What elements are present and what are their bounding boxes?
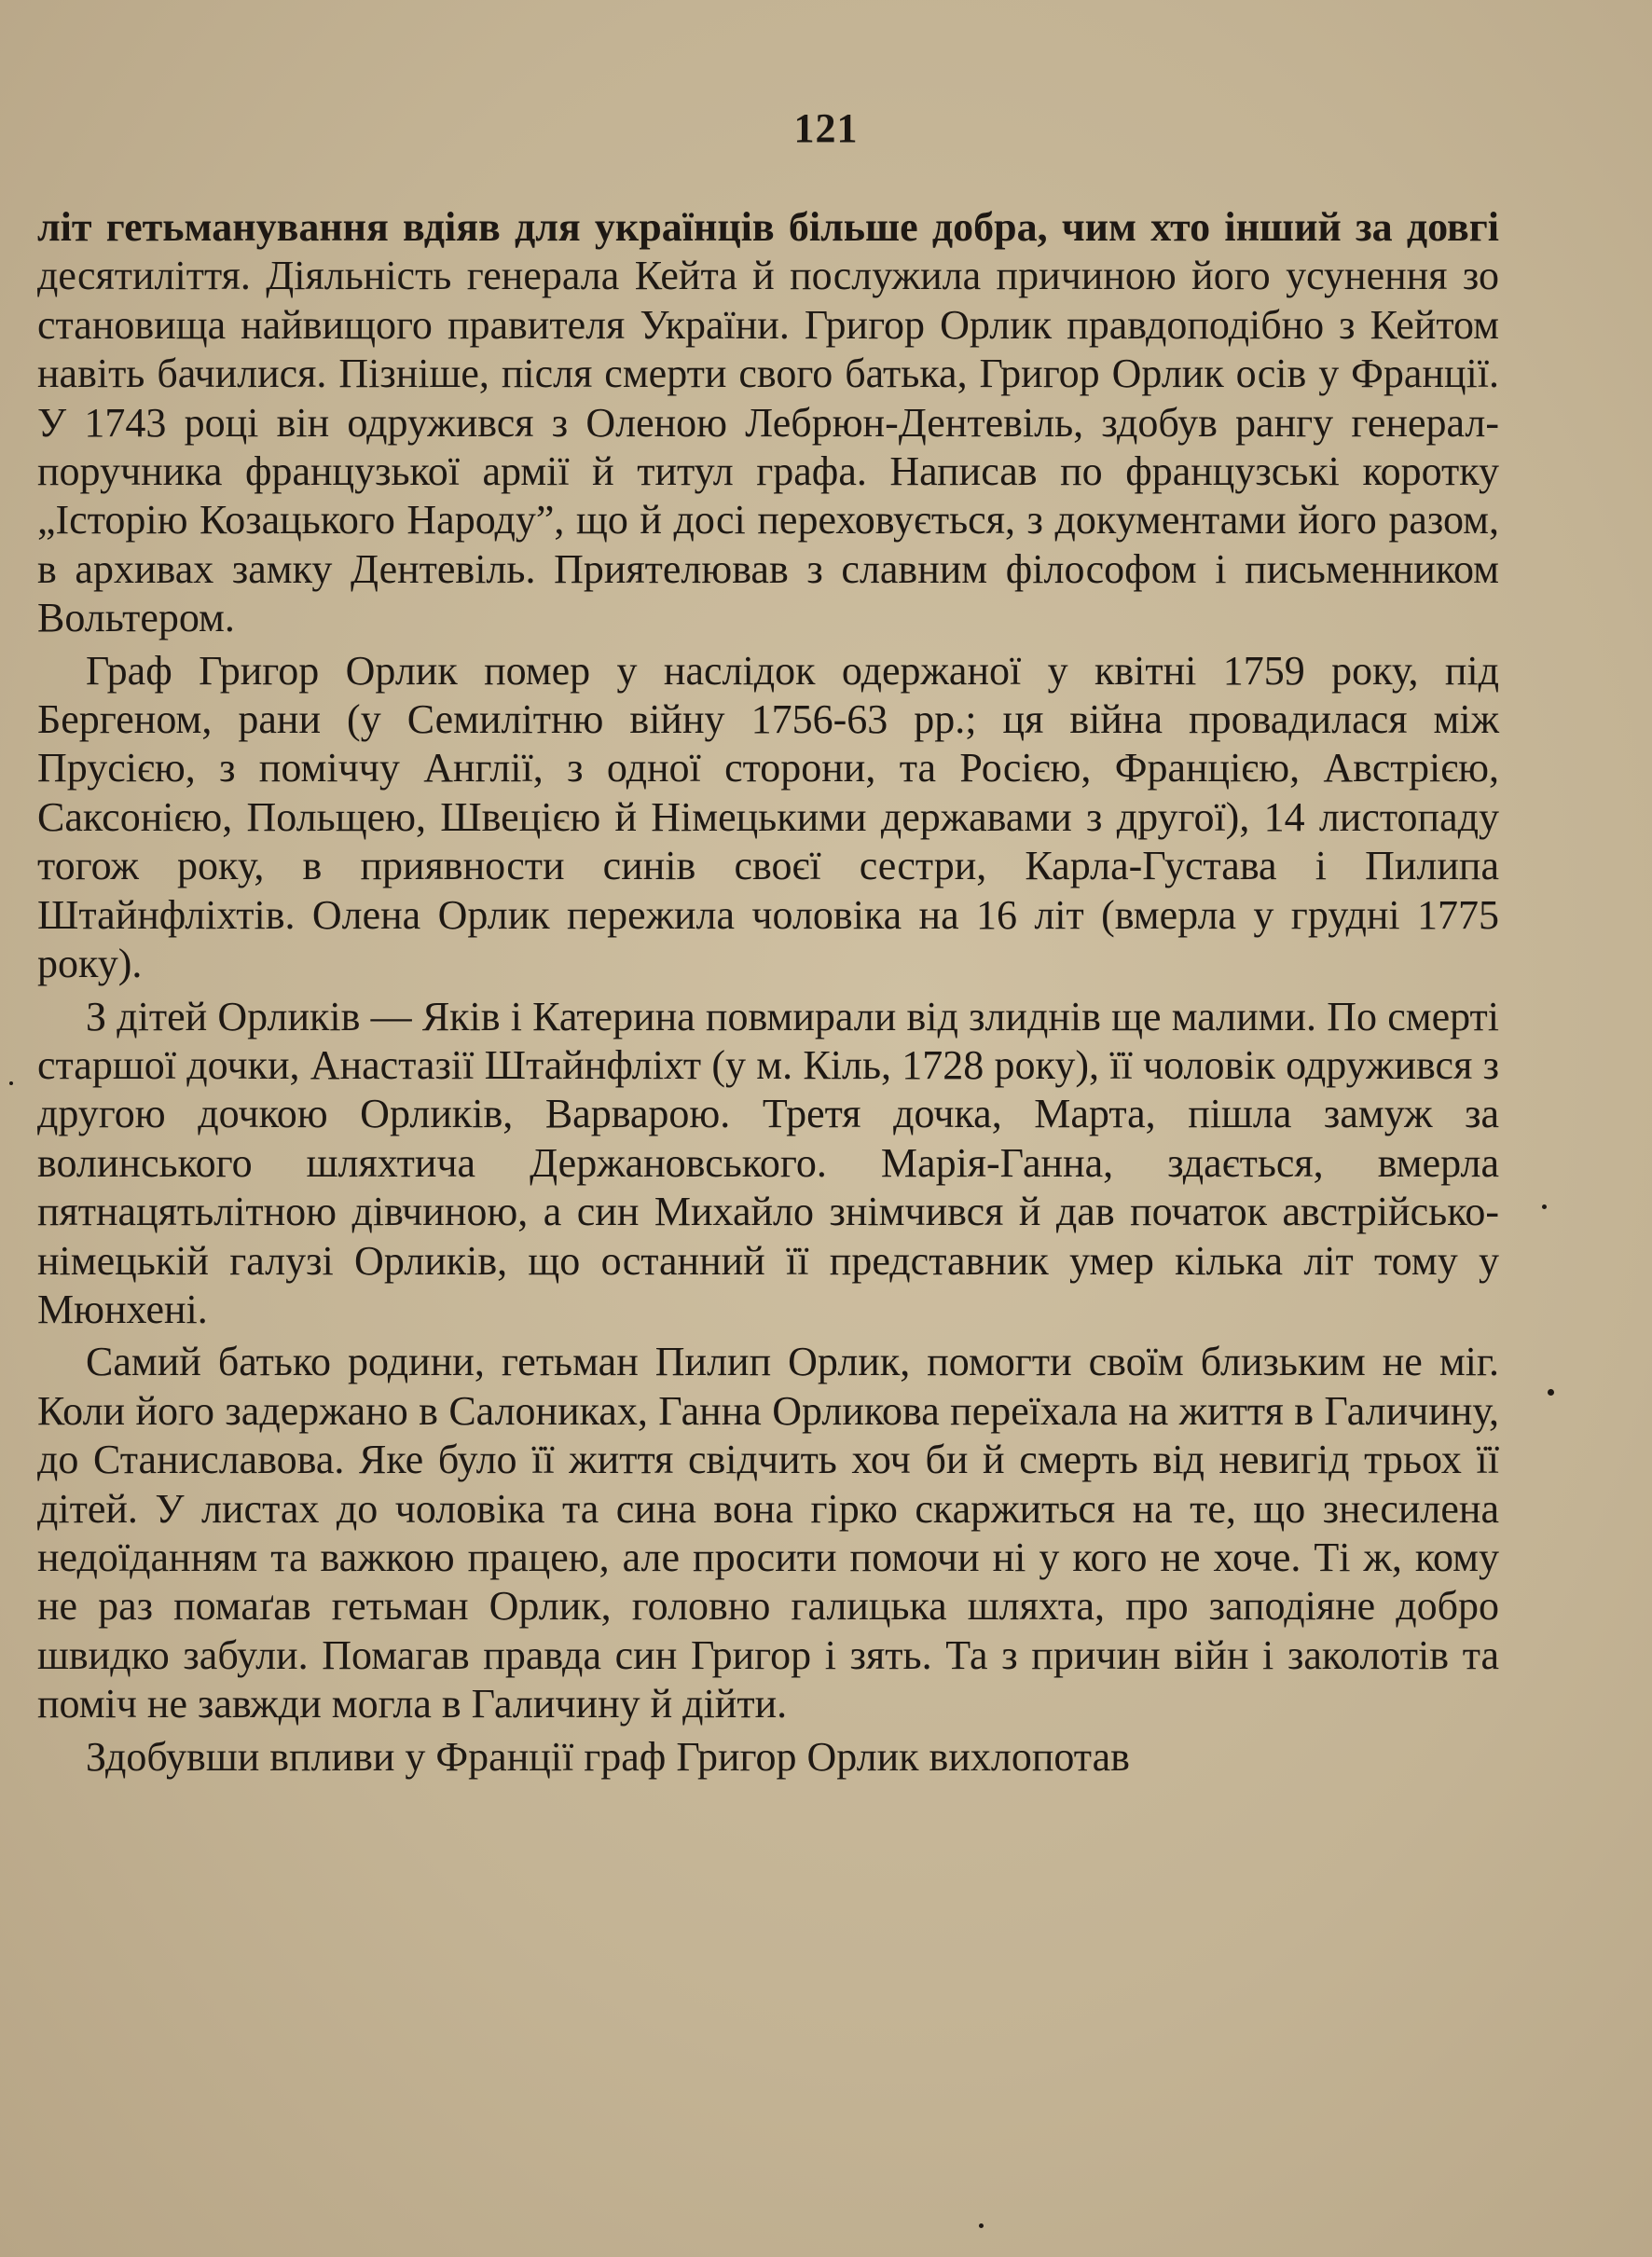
paragraph-2: Граф Григор Орлик помер у наслідок одержаної у квітні 1759 року, під Бергеном, рани (у Семилітню війну 1756-63 рр.; ця війна провадилася між Прусією, з поміччу Англії, з одної сторони, та Росією, Францією, Австрією, Саксонією, Польщею, Швецією й Німецькими державами з другої), 14 листопаду тогож року, в приявности синів своєї сестри, Карла-Густава і Пилипа Штайнфліхтів. Олена Орлик пережила чоловіка на 16 літ (вмерла у грудні 1775 року). — [37, 647, 1499, 987]
print-speck — [1542, 1204, 1547, 1209]
paragraph-5: Здобувши впливи у Франції граф Григор Орлик вихлопотав — [86, 1733, 1130, 1780]
body-text — [37, 203, 1499, 1782]
print-speck — [979, 2223, 984, 2228]
print-speck — [9, 1081, 13, 1085]
paragraph-4: Самий батько родини, гетьман Пилип Орлик, помогти своїм близьким не міг. Коли його задержано в Салониках, Ганна Орликова переїхала на життя в Галичину, до Станиславова. Яке було її життя свідчить хоч би й смерть від невигід трьох її дітей. У листах до чоловіка та сина вона гірко скаржиться на те, що знесилена недоїданням та важкою працею, але просити помочи ні у кого не хоче. Ті ж, кому не раз помаґав гетьман Орлик, головно галицька шляхта, про заподіяне добро швидко забули. Помагав правда син Григор і зять. Та з причин війн і заколотів та поміч не завжди могла в Галичину й дійти. — [37, 1339, 1499, 1727]
paragraph-3: З дітей Орликів — Яків і Катерина повмирали від злиднів ще малими. По смерті старшої дочки, Анастазії Штайнфліхт (у м. Кіль, 1728 року), її чоловік одружився з другою дочкою Орликів, Варварою. Третя дочка, Марта, пішла замуж за волинського шляхтича Держановського. Марія-Ганна, здається, вмерла пятнацятьлітною дівчиною, а син Михайло знімчився й дав початок австрійсько-німецькій галузі Орликів, що останний її представник умер кілька літ тому у Мюнхені. — [37, 993, 1499, 1332]
print-speck — [1548, 1389, 1554, 1396]
page-number: 121 — [793, 105, 859, 151]
paragraph-1: літ гетьманування вдіяв для українців більше добра, чим хто інший за довгі десятиліття. Діяльність генерала Кейта й послужила причиною його усунення зо становища найвищого правителя України. Григор Орлик правдоподібно з Кейтом навіть бачилися. Пізніше, після смерти свого батька, Григор Орлик осів у Франції. У 1743 році він одружився з Оленою Лебрюн-Дентевіль, здобув рангу генерал-поручника французької армії й титул графа. Написав по французські коротку „Історію Козацького Народу”, що й досі переховується, з документами його разом, в архивах замку Дентевіль. Приятелював з славним філософом і письменником Вольтером. — [37, 204, 1499, 641]
